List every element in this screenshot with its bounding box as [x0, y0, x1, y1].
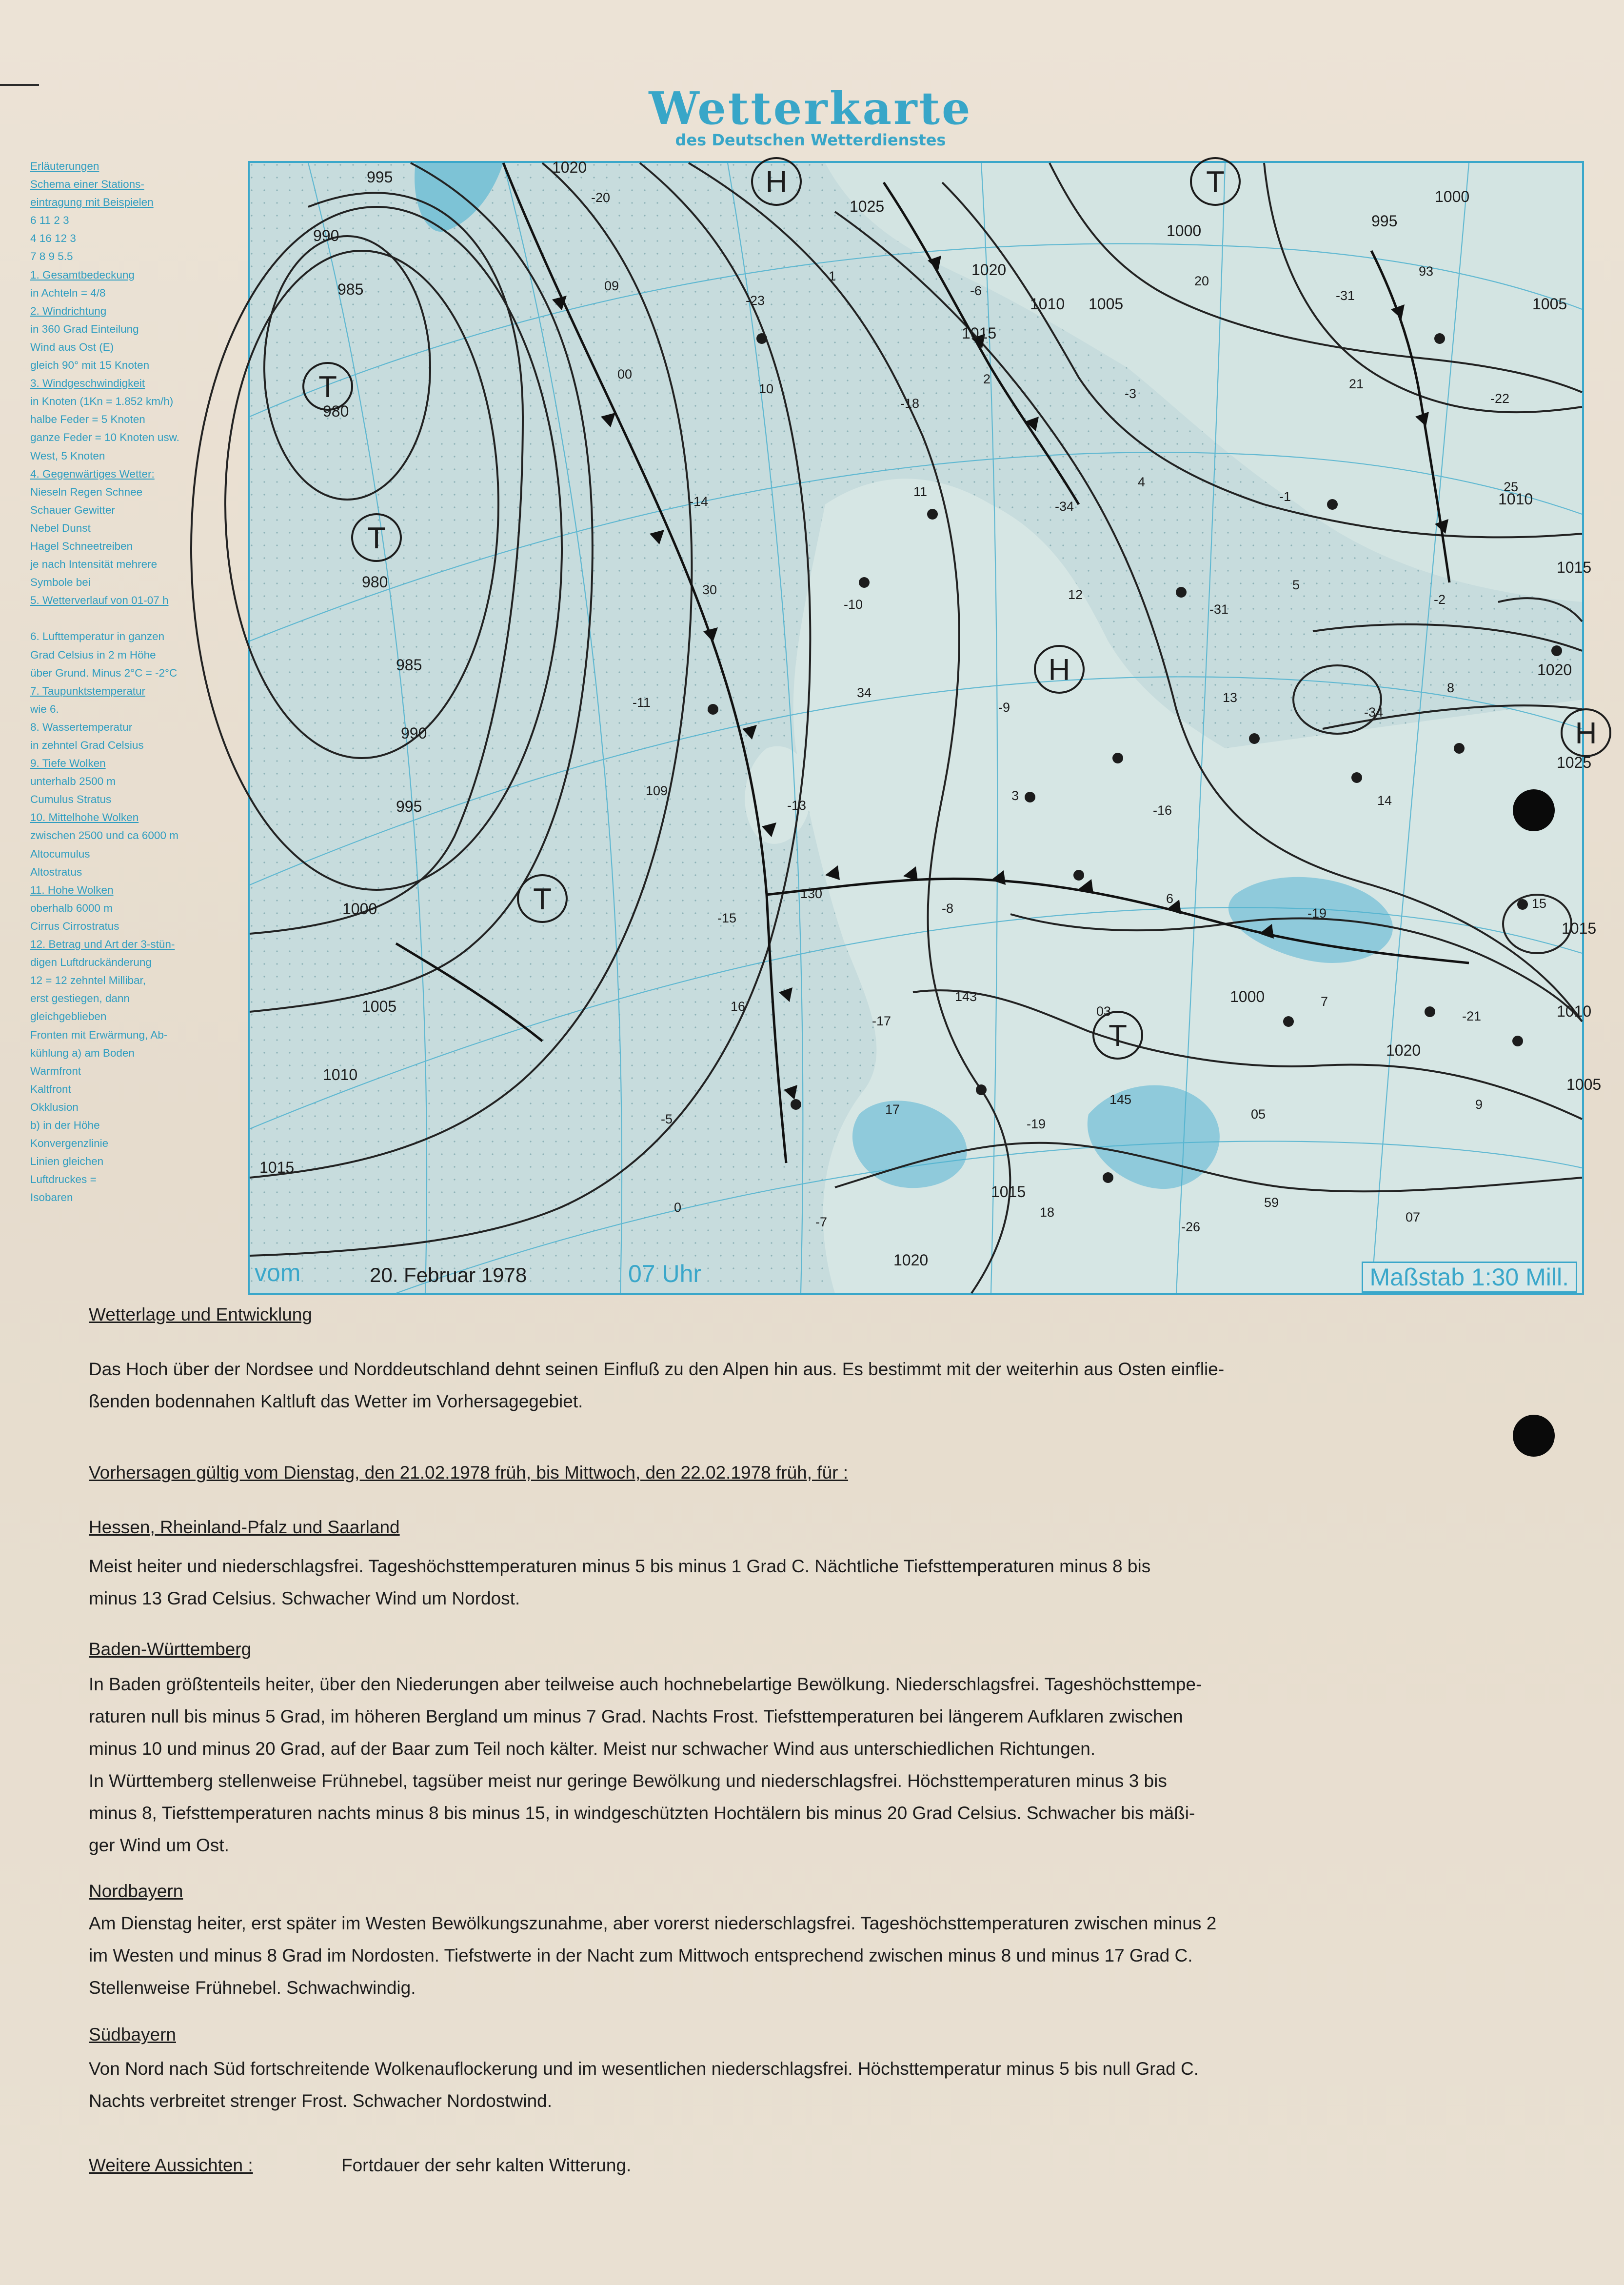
map-footer [248, 1253, 1584, 1296]
station-value: 3 [1011, 788, 1019, 803]
station-value: -31 [1209, 602, 1229, 617]
legend-line: erst gestiegen, dann [30, 992, 130, 1005]
bw-text-baden [89, 1668, 1503, 1765]
map-scale: Maßstab 1:30 Mill. [1362, 1262, 1577, 1293]
isobar-label: 1025 [1557, 754, 1592, 771]
weather-map [248, 159, 1602, 1295]
station-value: 20 [1194, 274, 1209, 288]
legend-line: über Grund. Minus 2°C = -2°C [30, 666, 178, 679]
isobar-label: 1010 [1498, 490, 1533, 508]
station-value: 30 [702, 582, 717, 597]
station-value: -7 [815, 1215, 828, 1229]
text-line: im Westen und minus 8 Grad im Nordosten. Tiefstwerte in der Nacht zum Mittwoch entsprechend zwischen minus 8 und minus 17 Grad C. [89, 1945, 1193, 1965]
text-line: minus 8, Tiefsttemperaturen nachts minus 8 bis minus 15, in windgeschützten Hochtälern bis minus 20 Grad Celsius. Schwacher bis mäßi- [89, 1803, 1195, 1823]
legend-line: 1. Gesamtbedeckung [30, 268, 135, 281]
station-value: 00 [617, 367, 633, 381]
isobar-label: 1000 [1435, 188, 1470, 205]
isobar-label: 990 [313, 227, 339, 244]
legend-line: Nebel Dunst [30, 521, 91, 534]
station-value: 93 [1419, 264, 1434, 279]
legend-line: Linien gleichen [30, 1155, 104, 1168]
legend-line: je nach Intensität mehrere [30, 558, 158, 571]
isobar-label: 995 [1371, 212, 1398, 230]
station-value: -19 [1307, 906, 1327, 921]
legend-line: Okklusion [30, 1101, 79, 1113]
bw-text-wuerttemberg [89, 1765, 1503, 1862]
text-line: Stellenweise Frühnebel. Schwachwindig. [89, 1978, 416, 1998]
text-line: Meist heiter und niederschlagsfrei. Tageshöchsttemperaturen minus 5 bis minus 1 Grad C. Nächtliche Tiefsttemperaturen minus 8 bis [89, 1556, 1151, 1576]
isobar-label: 1015 [991, 1183, 1026, 1201]
legend-line: 7 8 9 5.5 [30, 250, 73, 263]
isobar-label: 990 [401, 724, 427, 742]
station-value: 59 [1264, 1195, 1279, 1210]
isobar-label: 1020 [893, 1251, 929, 1269]
legend-line: 4 16 12 3 [30, 232, 76, 245]
bw-heading: Baden-Württemberg [89, 1639, 252, 1659]
isobar-label: 1000 [1230, 988, 1265, 1005]
legend-line: gleichgeblieben [30, 1010, 107, 1023]
isobar-label: 985 [337, 281, 364, 298]
station-value: 109 [646, 783, 668, 798]
station-value: 07 [1406, 1210, 1421, 1224]
text-line: In Württemberg stellenweise Frühnebel, tagsüber meist nur geringe Bewölkung und niederschlagsfrei. Höchsttemperaturen minus 3 bis [89, 1771, 1167, 1791]
station-value: 05 [1251, 1107, 1266, 1122]
isobar-label: 1010 [1030, 295, 1065, 313]
legend-line: Fronten mit Erwärmung, Ab- [30, 1028, 168, 1041]
page-subtitle: des Deutschen Wetterdienstes [675, 131, 946, 149]
legend-line: digen Luftdruckänderung [30, 956, 152, 969]
suedbayern-text [89, 2053, 1503, 2117]
isobar-label: 995 [396, 798, 422, 815]
text-line: Von Nord nach Süd fortschreitende Wolkenauflockerung und im wesentlichen niederschlagsfrei. Höchsttemperatur minus 5 bis null Grad C. [89, 2059, 1199, 2079]
station-value: -1 [1279, 489, 1291, 504]
isobar-label: 1020 [1386, 1042, 1421, 1059]
isobar-label: 1025 [850, 198, 885, 215]
legend-line [30, 609, 247, 627]
station-value: 143 [955, 989, 977, 1004]
legend-line: in 360 Grad Einteilung [30, 322, 139, 335]
station-value: 5 [1292, 578, 1300, 592]
station-value: 0 [674, 1200, 682, 1215]
isobar-label: 980 [362, 573, 388, 591]
station-value: -31 [1336, 288, 1355, 303]
nordbayern-heading: Nordbayern [89, 1881, 183, 1901]
station-value: 2 [983, 372, 991, 386]
isobar-label: 1005 [362, 998, 397, 1015]
station-value: 18 [1040, 1205, 1055, 1220]
svg-text:H: H [765, 165, 788, 199]
station-value: 145 [1109, 1092, 1132, 1107]
station-value: -18 [900, 396, 920, 411]
legend-line: 6 11 2 3 [30, 214, 69, 227]
station-value: 03 [1096, 1004, 1111, 1019]
text-line: minus 13 Grad Celsius. Schwacher Wind um Nordost. [89, 1588, 520, 1608]
station-value: -20 [591, 190, 611, 205]
hessen-text [89, 1550, 1503, 1615]
legend-line: Hagel Schneetreiben [30, 540, 133, 552]
station-value: -22 [1490, 391, 1510, 406]
station-value: -26 [1181, 1220, 1201, 1234]
station-value: -3 [1125, 386, 1137, 401]
station-value: 11 [913, 484, 928, 499]
text-line: Nachts verbreitet strenger Frost. Schwacher Nordostwind. [89, 2091, 553, 2111]
station-value: -15 [717, 911, 737, 925]
legend-line: 10. Mittelhohe Wolken [30, 811, 139, 824]
station-value: -19 [1027, 1117, 1046, 1131]
legend-line: ganze Feder = 10 Knoten usw. [30, 431, 179, 444]
svg-text:H: H [1048, 653, 1070, 687]
legend-line: 5. Wetterverlauf von 01-07 h [30, 594, 169, 607]
aussichten-text: Fortdauer der sehr kalten Witterung. [341, 2155, 632, 2175]
station-value: -34 [1364, 705, 1384, 720]
station-value: 09 [604, 279, 619, 293]
legend-line: 9. Tiefe Wolken [30, 757, 106, 770]
station-value: 4 [1138, 475, 1146, 489]
text-line: In Baden größtenteils heiter, über den Niederungen aber teilweise auch hochnebelartige Bewölkung. Niederschlagsfrei. Tageshöchsttempe- [89, 1674, 1202, 1694]
legend-line: Isobaren [30, 1191, 73, 1204]
station-value: -11 [633, 695, 651, 710]
station-value: 13 [1223, 690, 1238, 705]
station-value: -16 [1153, 803, 1172, 818]
punch-hole-lower [1513, 1415, 1555, 1457]
legend-line: halbe Feder = 5 Knoten [30, 413, 145, 426]
svg-text:T: T [1206, 165, 1225, 199]
legend-line: unterhalb 2500 m [30, 775, 116, 788]
station-value: 8 [1447, 681, 1455, 695]
isobar-label: 1020 [971, 261, 1007, 279]
hessen-heading: Hessen, Rheinland-Pfalz und Saarland [89, 1517, 400, 1537]
text-line: Am Dienstag heiter, erst später im Westen Bewölkungszunahme, aber vorerst niederschlagsfrei. Tageshöchsttemperaturen zwischen minus 2 [89, 1913, 1217, 1933]
svg-text:T: T [533, 882, 552, 916]
wetterlage-text [89, 1353, 1503, 1418]
isobar-label: 1005 [1566, 1076, 1602, 1093]
station-value: 14 [1377, 793, 1392, 808]
isobar-label: 1000 [1167, 222, 1202, 240]
station-value: -13 [787, 798, 807, 813]
isobar-label: 1010 [1557, 1002, 1592, 1020]
station-value: 15 [1532, 896, 1547, 911]
station-value: -21 [1462, 1009, 1482, 1023]
text-line: ßenden bodennahen Kaltluft das Wetter im Vorhersagegebiet. [89, 1391, 583, 1411]
legend-line: Cumulus Stratus [30, 793, 112, 806]
text-line: ger Wind um Ost. [89, 1835, 229, 1855]
corner-mark [0, 84, 39, 86]
legend-line: Altostratus [30, 865, 82, 878]
legend-line: wie 6. [30, 702, 59, 715]
legend-line: Schauer Gewitter [30, 503, 115, 516]
legend-line: gleich 90° mit 15 Knoten [30, 359, 150, 372]
legend-line: Kaltfront [30, 1082, 71, 1095]
station-value: 10 [759, 381, 774, 396]
isobar-label: 1015 [1562, 920, 1597, 937]
isobar-label: 985 [396, 656, 422, 674]
vorhersagen-heading: Vorhersagen gültig vom Dienstag, den 21.02.1978 früh, bis Mittwoch, den 22.02.1978 früh, für : [89, 1463, 849, 1483]
station-value: 6 [1166, 891, 1174, 906]
station-value: -5 [661, 1112, 673, 1126]
isobar-label: 1005 [1089, 295, 1124, 313]
text-line: minus 10 und minus 20 Grad, auf der Baar zum Teil noch kälter. Meist nur schwacher Wind aus unterschiedlichen Richtungen. [89, 1739, 1096, 1759]
text-line: Das Hoch über der Nordsee und Norddeutschland dehnt seinen Einfluß zu den Alpen hin aus. Es bestimmt mit der weiterhin aus Osten einflie- [89, 1359, 1225, 1379]
legend-line: 11. Hohe Wolken [30, 883, 114, 896]
isobar-label: 1015 [962, 324, 997, 342]
legend-line: Altocumulus [30, 847, 90, 860]
legend-line: in Knoten (1Kn = 1.852 km/h) [30, 395, 174, 408]
map-time: 07 Uhr [628, 1260, 702, 1287]
nordbayern-text [89, 1907, 1503, 2004]
isobar-label: 1000 [342, 900, 377, 918]
isobar-label: 1020 [552, 159, 587, 176]
station-value: -6 [970, 283, 982, 298]
legend-line: b) in der Höhe [30, 1119, 100, 1131]
legend-line: 12 = 12 zehntel Millibar, [30, 974, 146, 987]
station-value: 17 [885, 1102, 900, 1117]
legend-line: in Achteln = 4/8 [30, 286, 106, 299]
svg-text:T: T [1109, 1019, 1127, 1053]
station-value: -10 [844, 597, 863, 612]
station-value: 25 [1504, 480, 1519, 494]
isobar-label: 1015 [1557, 559, 1592, 576]
station-value: 16 [731, 999, 746, 1014]
station-value: -2 [1434, 592, 1446, 607]
svg-text:T: T [367, 521, 386, 555]
legend-line: Konvergenzlinie [30, 1137, 109, 1150]
station-value: -34 [1055, 499, 1074, 514]
station-value: 1 [829, 269, 836, 283]
svg-text:H: H [1575, 717, 1597, 750]
legend-line: 4. Gegenwärtiges Wetter: [30, 467, 155, 480]
suedbayern-heading: Südbayern [89, 2024, 176, 2044]
svg-text:T: T [318, 370, 337, 404]
station-value: 12 [1068, 587, 1083, 602]
legend-line: Schema einer Stations- [30, 178, 144, 191]
isobar-label: 1015 [259, 1159, 295, 1176]
legend-line: eintragung mit Beispielen [30, 196, 154, 209]
legend-line: in zehntel Grad Celsius [30, 739, 144, 751]
legend-line: 2. Windrichtung [30, 304, 107, 317]
legend-line: 3. Windgeschwindigkeit [30, 377, 145, 390]
station-value: -8 [942, 901, 954, 916]
legend-line: Nieseln Regen Schnee [30, 485, 143, 498]
isobar-label: 980 [323, 402, 349, 420]
page-title: Wetterkarte [649, 82, 972, 135]
legend-line: zwischen 2500 und ca 6000 m [30, 829, 178, 842]
isobar-label: 995 [367, 168, 393, 186]
station-value: -14 [689, 494, 709, 509]
text-line: raturen null bis minus 5 Grad, im höheren Bergland um minus 7 Grad. Nachts Frost. Tiefsttemperaturen bei längerem Aufklaren zwischen [89, 1706, 1183, 1726]
legend-line: 12. Betrag und Art der 3-stün- [30, 938, 175, 951]
legend-line: kühlung a) am Boden [30, 1046, 135, 1059]
legend-panel [30, 157, 247, 1299]
map-footer-vom: vom [255, 1259, 301, 1286]
station-value: 21 [1349, 377, 1364, 391]
station-value: -23 [746, 293, 765, 308]
map-date: 20. Februar 1978 [370, 1263, 527, 1286]
legend-line: oberhalb 6000 m [30, 902, 113, 914]
station-value: 7 [1321, 994, 1328, 1009]
legend-line: Luftdruckes = [30, 1173, 97, 1186]
legend-line: Wind aus Ost (E) [30, 341, 114, 353]
station-value: -17 [872, 1014, 891, 1028]
legend-line: Warmfront [30, 1064, 81, 1077]
legend-line: West, 5 Knoten [30, 449, 105, 462]
legend-line: Cirrus Cirrostratus [30, 920, 119, 932]
isobar-label: 1010 [323, 1066, 358, 1083]
legend-line: 8. Wassertemperatur [30, 721, 133, 733]
station-value: 9 [1475, 1097, 1483, 1112]
legend-line: 7. Taupunktstemperatur [30, 684, 145, 697]
legend-line: Symbole bei [30, 576, 91, 589]
legend-line: 6. Lufttemperatur in ganzen [30, 630, 165, 643]
isobar-label: 1020 [1537, 661, 1572, 679]
aussichten-heading: Weitere Aussichten : [89, 2155, 253, 2175]
station-value: 34 [857, 685, 872, 700]
station-value: 130 [800, 886, 823, 901]
legend-line: Erläuterungen [30, 160, 99, 172]
station-value: -9 [998, 700, 1010, 715]
punch-hole-upper [1513, 789, 1555, 831]
isobar-label: 1005 [1532, 295, 1567, 313]
wetterlage-heading: Wetterlage und Entwicklung [89, 1304, 312, 1324]
weather-map-drawing [250, 159, 1602, 1293]
legend-line: Grad Celsius in 2 m Höhe [30, 648, 156, 661]
